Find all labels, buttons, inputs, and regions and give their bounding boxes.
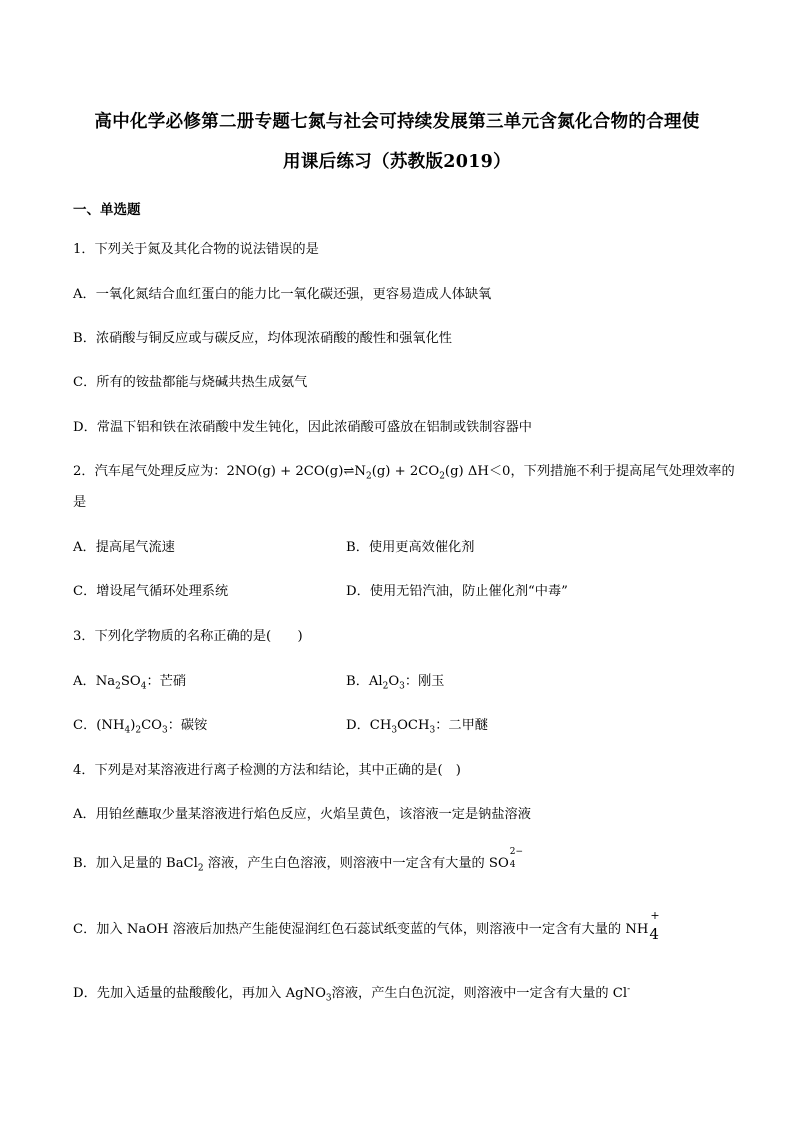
page-title-line1: 高中化学必修第二册专题七氮与社会可持续发展第三单元含氮化合物的合理使: [94, 112, 700, 132]
question-3-option-c: C．$(NH_4)_2CO_3$：碳铵: [73, 718, 208, 736]
question-4-option-a: A．用铂丝蘸取少量某溶液进行焰色反应，火焰呈黄色，该溶液一定是钠盐溶液: [73, 807, 531, 822]
page-title-line2: 用课后练习（苏教版2019）: [283, 152, 511, 172]
question-1-option-d: D．常温下铝和铁在浓硝酸中发生钝化，因此浓硝酸可盛放在铝制或铁制容器中: [73, 420, 532, 435]
question-1-option-a: A．一氧化氮结合血红蛋白的能力比一氧化碳还强，更容易造成人体缺氧: [73, 287, 492, 302]
question-3-option-a: A．$Na_2SO_4$：芒硝: [73, 674, 187, 692]
question-4-option-b: B．加入足量的 BaCl$_2$ 溶液，产生白色溶液，则溶液中一定含有大量的 SO 2− 4: [73, 847, 524, 874]
ammonium-charge: + 4: [649, 909, 660, 943]
question-4-stem: 4．下列是对某溶液进行离子检测的方法和结论，其中正确的是( ): [73, 763, 461, 778]
question-2-option-d: D．使用无铅汽油，防止催化剂“中毒”: [346, 584, 568, 599]
question-3-option-b: B．$Al_2O_3$：刚玉: [346, 674, 445, 692]
question-2-option-b: B．使用更高效催化剂: [346, 540, 475, 555]
question-3-stem: 3．下列化学物质的名称正确的是( ): [73, 629, 303, 644]
question-1-option-c: C．所有的铵盐都能与烧碱共热生成氨气: [73, 375, 308, 390]
section-heading: 一、单选题: [73, 202, 141, 218]
question-2-stem-cont: 是: [73, 495, 87, 510]
question-1-stem: 1．下列关于氮及其化合物的说法错误的是: [73, 242, 319, 257]
question-2-option-c: C．增设尾气循环处理系统: [73, 584, 229, 599]
question-4-option-c: C．加入 NaOH 溶液后加热产生能使湿润红色石蕊试纸变蓝的气体，则溶液中一定含有大量的 NH + 4: [73, 909, 660, 943]
question-4-option-d: D．先加入适量的盐酸酸化，再加入 AgNO$_3$溶液，产生白色沉淀，则溶液中一定含有大量的 Cl-: [73, 984, 631, 1004]
question-3-option-d: D．$CH_3OCH_3$：二甲醚: [346, 718, 488, 736]
question-2-stem: 2．汽车尾气处理反应为：$2NO(g) + 2CO(g)\rightleftharpoons N_2(g) + 2CO_2(g)$ ΔH＜0，下列措施不利于提高尾气处理效率的: [73, 464, 735, 482]
question-2-option-a: A．提高尾气流速: [73, 540, 175, 555]
sulfate-charge: 2− 4: [509, 847, 524, 870]
question-1-option-b: B．浓硝酸与铜反应或与碳反应，均体现浓硝酸的酸性和强氧化性: [73, 331, 452, 346]
